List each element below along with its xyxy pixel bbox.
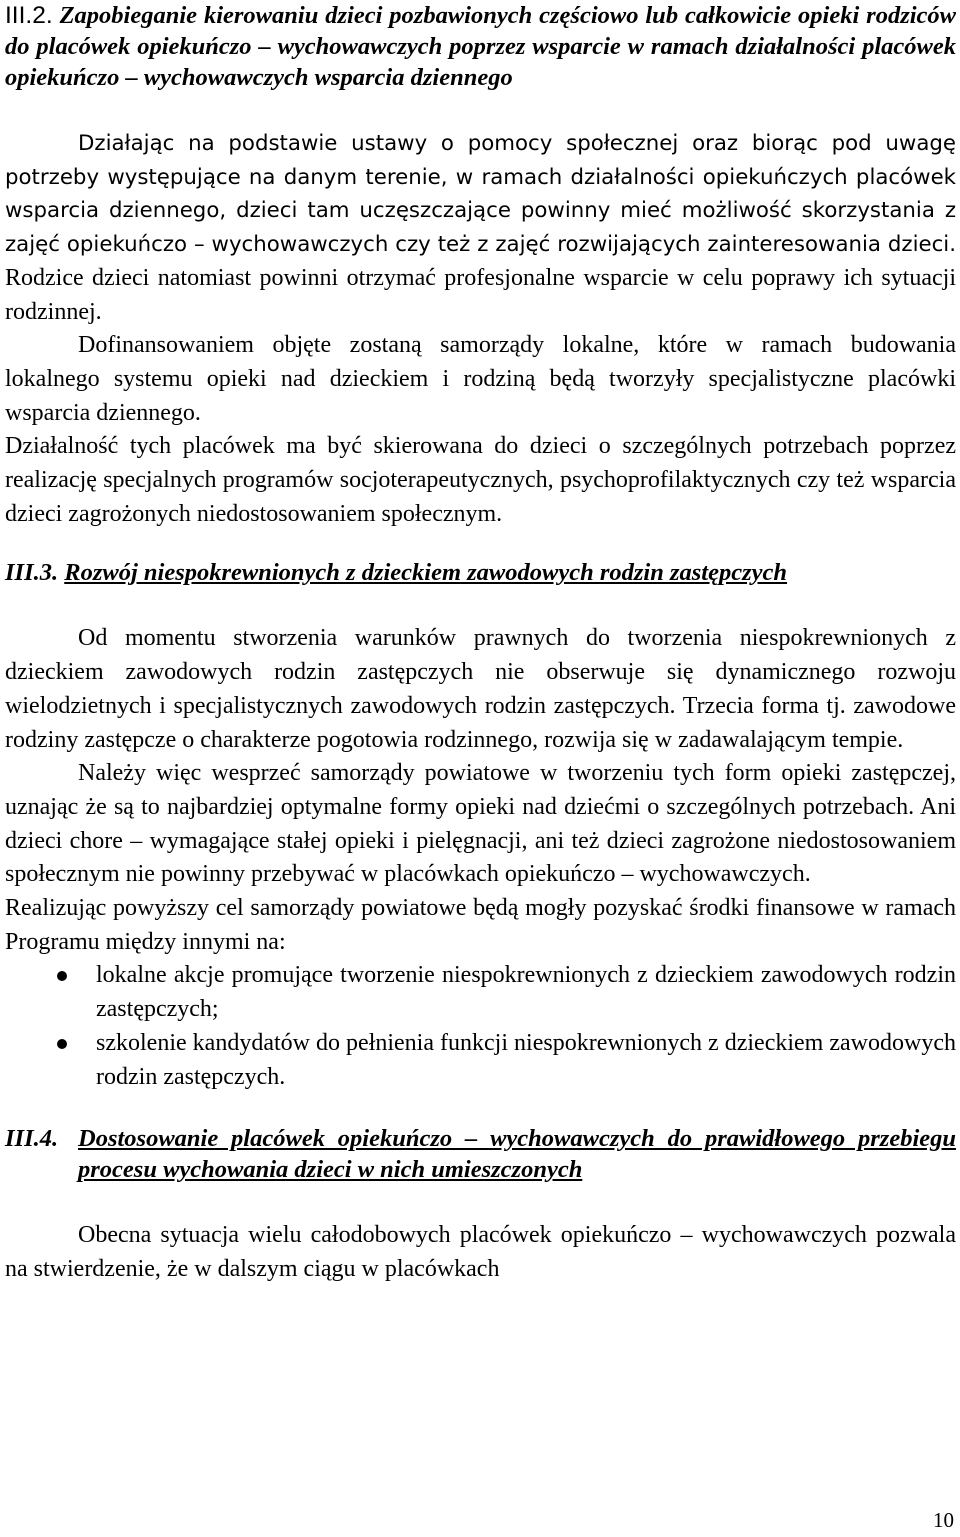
page-number: 10 <box>933 1508 954 1532</box>
document-page <box>5 0 956 1287</box>
paragraph <box>5 329 956 430</box>
section-number: III.2. <box>5 2 53 29</box>
paragraph <box>5 430 956 531</box>
paragraph-text: Dofinansowaniem objęte zostaną samorządy lokalne, które w ramach budowania lokalnego systemu opieki nad dzieckiem i rodziną będą tworzyły specjalistyczne placówki wsparcia dziennego. <box>5 332 956 426</box>
paragraph-text: Działając na podstawie ustawy o pomocy społecznej oraz biorąc pod uwagę potrzeby występujące na danym terenie, w ramach działalności opiekuńczych placówek wsparcia dziennego, dzieci tam uczęszczające powinny mieć możliwość skorzystania z zajęć opiekuńczo – wychowawczych czy też z zajęć rozwijających zainteresowania dzieci. <box>5 131 956 258</box>
section-number: III.4. <box>5 1125 59 1153</box>
paragraph <box>5 892 956 959</box>
paragraph <box>5 1219 956 1286</box>
paragraph-text: Obecna sytuacja wielu całodobowych placówek opiekuńczo – wychowawczych pozwala na stwierdzenie, że w dalszym ciągu w placówkach <box>5 1222 956 1282</box>
bullet-list <box>5 959 956 1094</box>
bullet-icon <box>57 1039 67 1049</box>
paragraph <box>5 622 956 757</box>
list-item-text: szkolenie kandydatów do pełnienia funkcji niespokrewnionych z dzieckiem zawodowych rodzin zastępczych. <box>96 1029 956 1090</box>
list-item <box>5 959 956 1026</box>
section-number: III.3. <box>5 559 59 587</box>
paragraph-text: Należy więc wesprzeć samorządy powiatowe w tworzeniu tych form opieki zastępczej, uznając że są to najbardziej optymalne formy opieki nad dziećmi o szczególnych potrzebach. Ani dzieci chore – wymagające stałej opieki i pielęgnacji, ani też dzieci zagrożone niedostosowaniem społecznym nie powinny przebywać w placówkach opiekuńczo – wychowawczych. <box>5 760 956 888</box>
list-item <box>5 1027 956 1094</box>
paragraph-text: Działalność tych placówek ma być skierowana do dzieci o szczególnych potrzebach poprzez realizację specjalnych programów socjoterapeutycznych, psychoprofilaktycznych czy też wsparcia dzieci zagrożonych niedostosowaniem społecznym. <box>5 433 956 527</box>
section-title: Rozwój niespokrewnionych z dzieckiem zawodowych rodzin zastępczych <box>64 559 788 587</box>
bullet-icon <box>57 971 67 981</box>
paragraph <box>5 757 956 892</box>
paragraph <box>5 127 956 329</box>
section-heading-iii-2 <box>5 0 956 93</box>
paragraph-text: Rodzice dzieci natomiast powinni otrzymać profesjonalne wsparcie w celu poprawy ich sytuacji rodzinnej. <box>5 264 956 325</box>
section-heading-iii-3 <box>5 557 956 588</box>
section-title: Zapobieganie kierowaniu dzieci pozbawionych częściowo lub całkowicie opieki rodziców do placówek opiekuńczo – wychowawczych poprzez wsparcie w ramach działalności placówek opiekuńczo – wychowawczych wsparcia dziennego <box>5 2 957 91</box>
paragraph-text: Od momentu stworzenia warunków prawnych do tworzenia niespokrewnionych z dzieckiem zawodowych rodzin zastępczych nie obserwuje się dynamicznego rozwoju wielodzietnych i specjalistycznych zawodowych rodzin zastępczych. Trzecia forma tj. zawodowe rodziny zastępcze o charakterze pogotowia rodzinnego, rozwija się w zadawalającym tempie. <box>5 625 956 753</box>
list-item-text: lokalne akcje promujące tworzenie niespokrewnionych z dzieckiem zawodowych rodzin zastępczych; <box>96 962 956 1023</box>
section-heading-iii-4 <box>5 1123 956 1185</box>
section-title: Dostosowanie placówek opiekuńczo – wychowawczych do prawidłowego przebiegu procesu wychowania dzieci w nich umieszczonych <box>78 1125 956 1184</box>
paragraph-text: Realizując powyższy cel samorządy powiatowe będą mogły pozyskać środki finansowe w ramach Programu między innymi na: <box>5 895 956 955</box>
